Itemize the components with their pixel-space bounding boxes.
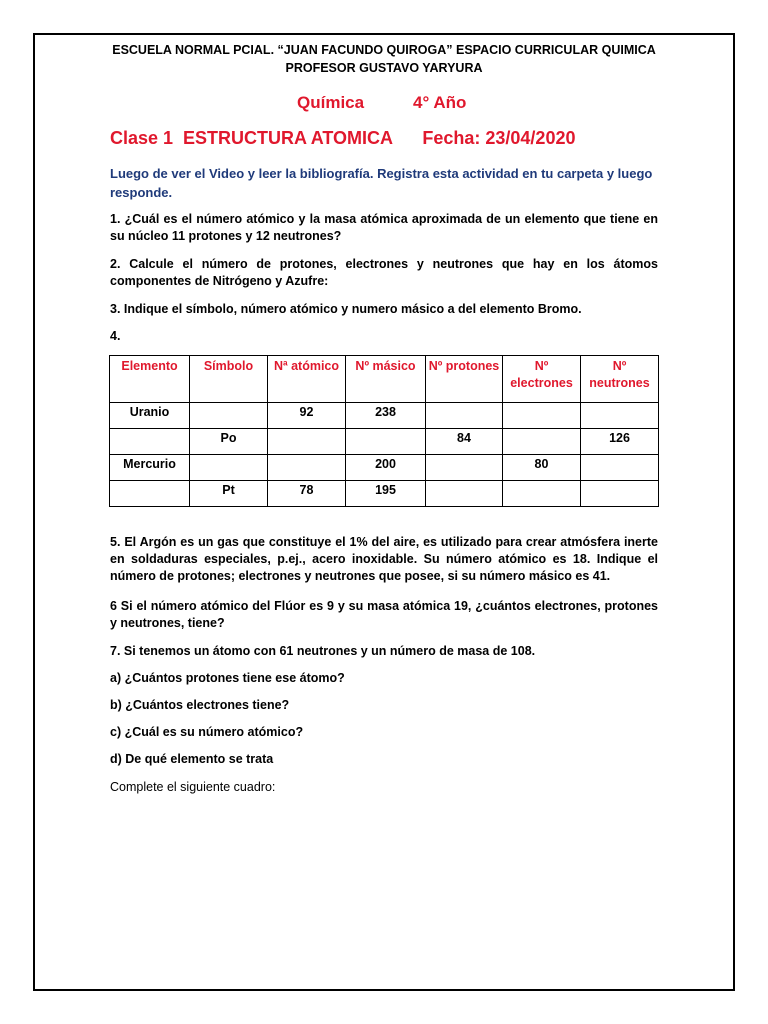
table-cell: Mercurio — [110, 455, 190, 481]
header-numero-atomico: Nª atómico — [268, 356, 346, 403]
table-cell — [426, 455, 503, 481]
table-row — [110, 481, 659, 507]
table-cell: 126 — [581, 429, 659, 455]
instructions: Luego de ver el Video y leer la bibliografía. Registra esta actividad en tu carpeta y luego responde. — [110, 166, 653, 200]
table-header-row — [110, 356, 659, 403]
header-protones: Nº protones — [426, 356, 503, 403]
table-row — [110, 429, 659, 455]
table-cell: 84 — [426, 429, 503, 455]
header-neutrones: Nº neutrones — [581, 356, 659, 403]
table-row — [110, 455, 659, 481]
elements-table — [109, 355, 659, 507]
course-year: 4° Año — [413, 93, 467, 112]
table-cell: 92 — [268, 403, 346, 429]
table-cell: 80 — [503, 455, 581, 481]
question-5: 5. El Argón es un gas que constituye el 1% del aire, es utilizado para crear atmósfera inerte en soldaduras especiales, p.ej., acero inoxidable. Su número atómico es 18. Indique el número de protones; electrones y neutrones que posee, si su número másico es 41. — [110, 535, 658, 583]
question-7a: a) ¿Cuántos protones tiene ese átomo? — [110, 671, 345, 685]
question-3: 3. Indique el símbolo, número atómico y numero másico a del elemento Bromo. — [110, 302, 582, 316]
table-cell — [268, 429, 346, 455]
header-simbolo: Símbolo — [190, 356, 268, 403]
question-7: 7. Si tenemos un átomo con 61 neutrones y un número de masa de 108. — [110, 644, 536, 658]
table-cell — [190, 455, 268, 481]
question-4: 4. — [110, 329, 121, 343]
table-cell — [581, 455, 659, 481]
subject-name: Química — [297, 93, 365, 112]
table-cell — [426, 403, 503, 429]
table-cell — [503, 403, 581, 429]
complete-table-instruction: Complete el siguiente cuadro: — [110, 780, 276, 794]
question-2: 2. Calcule el número de protones, electrones y neutrones que hay en los átomos componentes de Nitrógeno y Azufre: — [110, 257, 658, 288]
table-cell — [581, 481, 659, 507]
header-numero-masico: Nº másico — [346, 356, 426, 403]
header-electrones: Nº electrones — [503, 356, 581, 403]
table-cell: 238 — [346, 403, 426, 429]
table-cell — [190, 403, 268, 429]
table-cell — [110, 481, 190, 507]
table-cell — [581, 403, 659, 429]
table-cell: Pt — [190, 481, 268, 507]
header-elemento: Elemento — [110, 356, 190, 403]
table-cell — [503, 481, 581, 507]
table-cell: Uranio — [110, 403, 190, 429]
table-cell: 200 — [346, 455, 426, 481]
table-cell: Po — [190, 429, 268, 455]
table-cell — [346, 429, 426, 455]
question-6: 6 Si el número atómico del Flúor es 9 y su masa atómica 19, ¿cuántos electrones, protones y neutrones, tiene? — [110, 599, 658, 630]
question-7b: b) ¿Cuántos electrones tiene? — [110, 698, 290, 712]
table-row — [110, 403, 659, 429]
table-cell — [268, 455, 346, 481]
question-7d: d) De qué elemento se trata — [110, 752, 274, 766]
table-cell — [426, 481, 503, 507]
table-cell: 195 — [346, 481, 426, 507]
table-cell — [110, 429, 190, 455]
class-title: Clase 1 ESTRUCTURA ATOMICA Fecha: 23/04/2020 — [110, 128, 576, 148]
teacher-name: PROFESOR GUSTAVO YARYURA — [285, 61, 483, 75]
question-1: 1. ¿Cuál es el número atómico y la masa atómica aproximada de un elemento que tiene en su núcleo 11 protones y 12 neutrones? — [110, 212, 658, 243]
table-cell: 78 — [268, 481, 346, 507]
table-cell — [503, 429, 581, 455]
question-7c: c) ¿Cuál es su número atómico? — [110, 725, 304, 739]
school-header: ESCUELA NORMAL PCIAL. “JUAN FACUNDO QUIROGA” ESPACIO CURRICULAR QUIMICA — [112, 43, 656, 57]
